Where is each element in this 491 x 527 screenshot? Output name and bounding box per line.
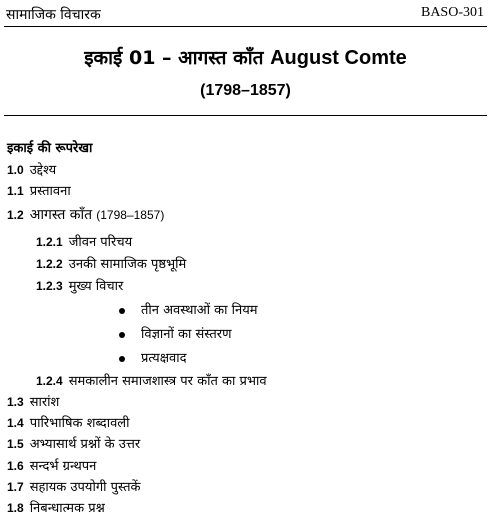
item-number: 1.7 xyxy=(7,480,24,494)
outline-item-1-4 xyxy=(7,413,129,431)
outline-item-1-1 xyxy=(7,181,71,199)
item-years: (1798–1857) xyxy=(96,208,165,222)
item-number: 1.1 xyxy=(7,184,24,198)
bullet-icon xyxy=(119,308,125,314)
item-label: सारांश xyxy=(29,395,60,410)
item-label: समकालीन समाजशास्त्र पर काँत का प्रभाव xyxy=(68,374,267,389)
item-label: मुख्य विचार xyxy=(68,279,124,294)
bullet-icon xyxy=(119,332,125,338)
item-label: प्रस्तावना xyxy=(29,184,71,199)
outline-item-1-5 xyxy=(7,434,140,452)
bullet-item xyxy=(119,348,187,366)
unit-title-hindi: इकाई 01 – आगस्त काँत xyxy=(84,47,264,69)
outline-item-1-8 xyxy=(7,498,105,516)
unit-title xyxy=(0,44,491,70)
item-number: 1.2.4 xyxy=(36,374,63,388)
outline-item-1-3 xyxy=(7,392,59,410)
item-label: उनकी सामाजिक पृष्ठभूमि xyxy=(68,257,187,272)
outline-item-1-7 xyxy=(7,477,140,495)
bullet-label: तीन अवस्थाओं का नियम xyxy=(141,303,258,318)
item-number: 1.3 xyxy=(7,395,24,409)
outline-heading: इकाई की रूपरेखा xyxy=(7,141,93,156)
item-label: जीवन परिचय xyxy=(68,235,133,250)
bullet-label: प्रत्यक्षवाद xyxy=(141,351,187,366)
header-course-code: BASO-301 xyxy=(420,5,484,20)
title-divider xyxy=(4,115,487,116)
bullet-icon xyxy=(119,356,125,362)
item-number: 1.5 xyxy=(7,437,24,451)
item-number: 1.2.1 xyxy=(36,235,63,249)
item-number: 1.2.2 xyxy=(36,257,63,271)
outline-item-1-6 xyxy=(7,456,96,474)
item-label: अभ्यासार्थ प्रश्नों के उत्तर xyxy=(29,437,141,452)
item-label: आगस्त काँत xyxy=(29,207,93,223)
outline-item-1-2-1 xyxy=(36,232,132,250)
item-number: 1.0 xyxy=(7,163,24,177)
unit-years: (1798–1857) xyxy=(200,82,291,99)
item-number: 1.6 xyxy=(7,459,24,473)
bullet-label: विज्ञानों का संस्तरण xyxy=(141,327,232,342)
item-number: 1.8 xyxy=(7,501,24,515)
header-course-title: सामाजिक विचारक xyxy=(6,7,101,23)
bullet-item xyxy=(119,300,258,318)
outline-item-1-2-3 xyxy=(36,276,123,294)
item-label: निबन्धात्मक प्रश्न xyxy=(29,501,105,516)
item-label: उद्देश्य xyxy=(29,163,57,178)
page-header xyxy=(0,0,491,26)
outline-item-1-2-2 xyxy=(36,254,186,272)
item-number: 1.2.3 xyxy=(36,279,63,293)
unit-title-english: August Comte xyxy=(270,47,407,69)
outline-item-1-2-4 xyxy=(36,371,267,389)
item-number: 1.2 xyxy=(7,208,24,222)
outline-item-1-0 xyxy=(7,160,56,178)
outline-item-1-2 xyxy=(7,205,164,224)
item-label: सहायक उपयोगी पुस्तकें xyxy=(29,480,141,495)
item-number: 1.4 xyxy=(7,416,24,430)
bullet-item xyxy=(119,324,231,342)
item-label: सन्दर्भ ग्रन्थपन xyxy=(29,459,97,474)
item-label: पारिभाषिक शब्दावली xyxy=(29,416,130,431)
header-divider xyxy=(4,26,487,27)
